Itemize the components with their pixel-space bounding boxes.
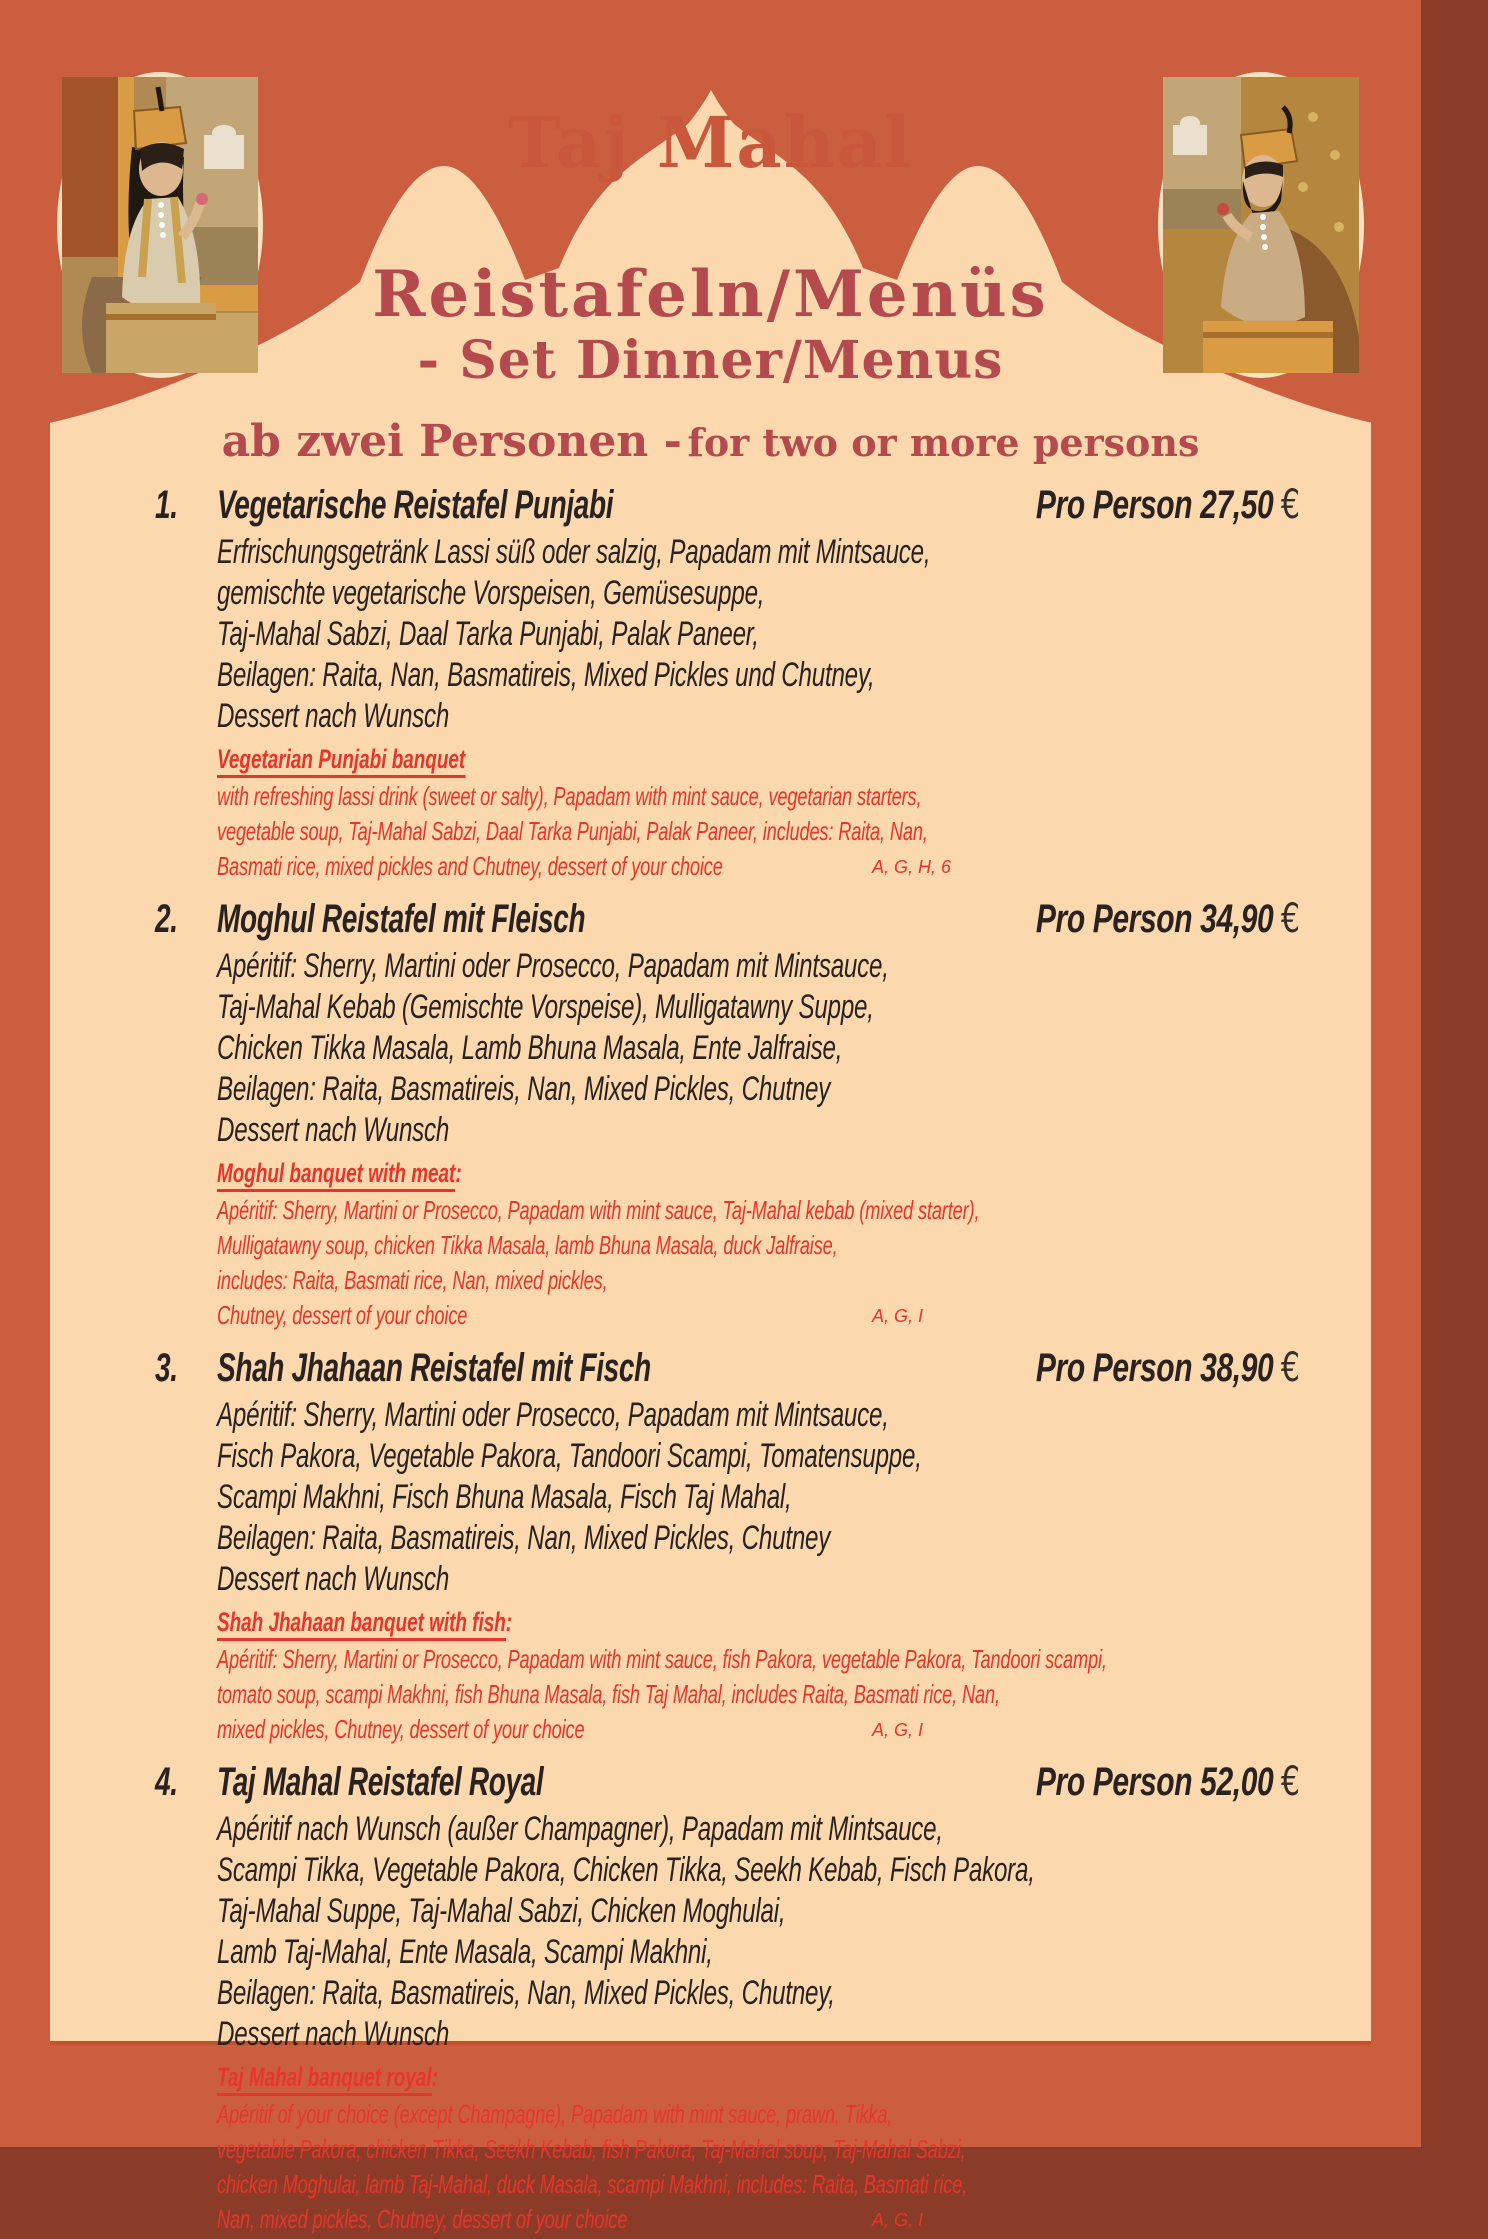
item-number: 1.	[155, 483, 178, 527]
banquet-label: Taj Mahal banquet royal	[217, 2062, 432, 2096]
item-price	[948, 1761, 1300, 1812]
euro-sign: €	[1281, 482, 1300, 528]
tagline-english: for two or more persons	[687, 420, 1200, 465]
allergen-codes: A, G, I	[872, 2210, 924, 2230]
item-price	[948, 1347, 1300, 1398]
description-line-de	[155, 658, 1300, 699]
description-line-en-text: Chutney, dessert of your choice	[217, 1300, 468, 1330]
item-number: 2.	[155, 897, 178, 941]
description-line-en	[155, 2099, 1300, 2134]
euro-sign: €	[1281, 1759, 1300, 1805]
item-title: Taj Mahal Reistafel Royal	[217, 1760, 544, 1804]
description-line-de-text: Scampi Makhni, Fisch Bhuna Masala, Fisch Taj Mahal,	[217, 1478, 792, 1516]
description-line-de	[155, 535, 1300, 576]
description-line-de-text: Beilagen: Raita, Basmatireis, Nan, Mixed Pickles, Chutney	[217, 1519, 831, 1557]
description-line-de	[155, 1935, 1300, 1976]
item-price	[948, 898, 1300, 949]
description-line-de	[155, 1894, 1300, 1935]
description-line-en-text: Apéritif: Sherry, Martini or Prosecco, Papadam with mint sauce, Taj-Mahal kebab (mixed starter),	[217, 1195, 980, 1225]
restaurant-title: Taj Mahal	[508, 101, 913, 184]
banquet-label-colon: :	[455, 1158, 462, 1188]
description-line-en	[155, 1300, 1300, 1335]
item-description-german	[155, 1398, 1300, 1603]
description-line-de-text: Dessert nach Wunsch	[217, 2015, 450, 2053]
description-line-en-text: tomato soup, scampi Makhni, fish Bhuna Masala, fish Taj Mahal, includes Raita, Basmati rice, Nan,	[217, 1679, 1000, 1709]
allergen-codes: A, G, I	[872, 1720, 924, 1740]
banquet-label: Shah Jhahaan banquet with fish	[217, 1607, 506, 1641]
item-description-english	[155, 1644, 1300, 1749]
description-line-de-text: Dessert nach Wunsch	[217, 1560, 450, 1598]
banquet-label-colon: :	[505, 1607, 513, 1637]
menu-item	[155, 484, 1300, 886]
item-description-english	[155, 1195, 1300, 1335]
item-heading-row	[155, 898, 1300, 949]
description-line-de	[155, 1398, 1300, 1439]
price-text: Pro Person 52,00	[1036, 1760, 1274, 1804]
description-line-de-text: Fisch Pakora, Vegetable Pakora, Tandoori Scampi, Tomatensuppe,	[217, 1437, 922, 1475]
banquet-label: Moghul banquet with meat	[217, 1158, 455, 1192]
description-line-de-text: Dessert nach Wunsch	[217, 1111, 450, 1149]
description-line-en-text: Basmati rice, mixed pickles and Chutney, dessert of your choice	[217, 851, 723, 881]
banquet-label-colon: :	[431, 2062, 438, 2092]
description-line-de-text: Dessert nach Wunsch	[217, 697, 450, 735]
description-line-en-text: includes: Raita, Basmati rice, Nan, mixed pickles,	[217, 1265, 608, 1295]
description-line-en	[155, 816, 1300, 851]
description-line-de	[155, 1113, 1300, 1154]
banquet-label-line	[155, 742, 1300, 781]
menu-subtitle-english: - Set Dinner/Menus	[417, 330, 1004, 391]
item-description-english	[155, 2099, 1300, 2239]
description-line-en-text: vegetable soup, Taj-Mahal Sabzi, Daal Tarka Punjabi, Palak Paneer, includes: Raita, Nan,	[217, 816, 928, 846]
description-line-de-text: Chicken Tikka Masala, Lamb Bhuna Masala, Ente Jalfraise,	[217, 1029, 843, 1067]
euro-sign: €	[1281, 1345, 1300, 1391]
description-line-en-text: chicken Moghulai, lamb Taj-Mahal, duck Masala, scampi Makhni, includes: Raita, Basmati rice,	[217, 2169, 968, 2199]
item-title: Shah Jhahaan Reistafel mit Fisch	[217, 1346, 651, 1390]
menu-item-list	[0, 476, 1421, 2239]
description-line-en	[155, 1195, 1300, 1230]
description-line-de-text: Taj-Mahal Kebab (Gemischte Vorspeise), Mulligatawny Suppe,	[217, 988, 874, 1026]
description-line-en-text: Apéritif: Sherry, Martini or Prosecco, Papadam with mint sauce, fish Pakora, vegetable Pakora, Tandoori scampi,	[217, 1644, 1107, 1674]
item-description-german	[155, 535, 1300, 740]
banquet-label-line	[155, 2060, 1300, 2099]
banquet-label: Vegetarian Punjabi banquet	[217, 744, 465, 778]
description-line-en	[155, 2204, 1300, 2239]
description-line-de-text: Apéritif nach Wunsch (außer Champagner), Papadam mit Mintsauce,	[217, 1810, 943, 1848]
price-text: Pro Person 34,90	[1036, 897, 1274, 941]
description-line-de	[155, 1853, 1300, 1894]
persons-tagline	[0, 417, 1421, 476]
description-line-en	[155, 851, 1300, 886]
description-line-en	[155, 1265, 1300, 1300]
description-line-en	[155, 2134, 1300, 2169]
item-heading-row	[155, 1347, 1300, 1398]
tagline-german: ab zwei Personen -	[221, 416, 682, 467]
item-heading-row	[155, 484, 1300, 535]
description-line-en	[155, 1679, 1300, 1714]
description-line-de	[155, 1562, 1300, 1603]
description-line-de	[155, 576, 1300, 617]
menu-item	[155, 1761, 1300, 2239]
price-text: Pro Person 38,90	[1036, 1346, 1274, 1390]
description-line-en-text: Mulligatawny soup, chicken Tikka Masala, lamb Bhuna Masala, duck Jalfraise,	[217, 1230, 838, 1260]
description-line-de	[155, 1976, 1300, 2017]
description-line-en	[155, 1714, 1300, 1749]
description-line-de-text: Erfrischungsgetränk Lassi süß oder salzig, Papadam mit Mintsauce,	[217, 533, 931, 571]
description-line-de	[155, 1439, 1300, 1480]
description-line-en	[155, 781, 1300, 816]
banquet-label-line	[155, 1605, 1300, 1644]
description-line-de	[155, 1031, 1300, 1072]
description-line-de	[155, 699, 1300, 740]
description-line-en	[155, 2169, 1300, 2204]
description-line-de	[155, 617, 1300, 658]
allergen-codes: A, G, H, 6	[872, 857, 952, 877]
price-text: Pro Person 27,50	[1036, 483, 1274, 527]
description-line-de	[155, 949, 1300, 990]
banquet-label-line	[155, 1156, 1300, 1195]
description-line-en-text: mixed pickles, Chutney, dessert of your choice	[217, 1714, 585, 1744]
description-line-en	[155, 1644, 1300, 1679]
description-line-de-text: Apéritif: Sherry, Martini oder Prosecco, Papadam mit Mintsauce,	[217, 1396, 889, 1434]
description-line-de-text: Taj-Mahal Suppe, Taj-Mahal Sabzi, Chicken Moghulai,	[217, 1892, 786, 1930]
menu-item	[155, 1347, 1300, 1749]
description-line-en-text: Nan, mixed pickles, Chutney, dessert of your choice	[217, 2204, 628, 2234]
menu-subtitle-german: Reistafeln/Menüs	[372, 257, 1049, 332]
description-line-de-text: Beilagen: Raita, Basmatireis, Nan, Mixed Pickles, Chutney	[217, 1070, 831, 1108]
description-line-de	[155, 1480, 1300, 1521]
description-line-de-text: Beilagen: Raita, Nan, Basmatireis, Mixed Pickles und Chutney,	[217, 656, 875, 694]
item-title: Vegetarische Reistafel Punjabi	[217, 483, 614, 527]
allergen-codes: A, G, I	[872, 1306, 924, 1326]
item-title: Moghul Reistafel mit Fleisch	[217, 897, 586, 941]
euro-sign: €	[1281, 896, 1300, 942]
description-line-de-text: Lamb Taj-Mahal, Ente Masala, Scampi Makhni,	[217, 1933, 713, 1971]
item-description-english	[155, 781, 1300, 886]
description-line-de-text: gemischte vegetarische Vorspeisen, Gemüsesuppe,	[217, 574, 765, 612]
item-heading-row	[155, 1761, 1300, 1812]
item-number: 3.	[155, 1346, 178, 1390]
description-line-de	[155, 990, 1300, 1031]
item-price	[948, 484, 1300, 535]
item-number: 4.	[155, 1760, 178, 1804]
description-line-de	[155, 1521, 1300, 1562]
item-description-german	[155, 949, 1300, 1154]
description-line-de-text: Beilagen: Raita, Basmatireis, Nan, Mixed Pickles, Chutney,	[217, 1974, 835, 2012]
description-line-en-text: Apéritif of your choice (except Champagne), Papadam with mint sauce, prawn, Tikka,	[217, 2099, 893, 2129]
item-description-german	[155, 1812, 1300, 2058]
description-line-de	[155, 1072, 1300, 1113]
description-line-de	[155, 2017, 1300, 2058]
description-line-en-text: vegetable Pakora, chicken Tikka, Seekh Kebab, fish Pakora, Taj-Mahal soup, Taj-Mahal Sabzi,	[217, 2134, 966, 2164]
menu-item	[155, 898, 1300, 1335]
description-line-en	[155, 1230, 1300, 1265]
description-line-de-text: Taj-Mahal Sabzi, Daal Tarka Punjabi, Palak Paneer,	[217, 615, 759, 653]
description-line-de-text: Apéritif: Sherry, Martini oder Prosecco, Papadam mit Mintsauce,	[217, 947, 889, 985]
description-line-de	[155, 1812, 1300, 1853]
description-line-de-text: Scampi Tikka, Vegetable Pakora, Chicken Tikka, Seekh Kebab, Fisch Pakora,	[217, 1851, 1035, 1889]
description-line-en-text: with refreshing lassi drink (sweet or salty), Papadam with mint sauce, vegetarian starters,	[217, 781, 922, 811]
